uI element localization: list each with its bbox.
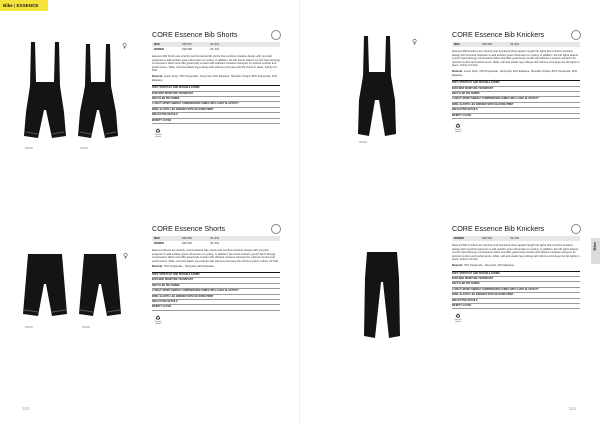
list-item: EFFICIENT MOISTURE TRANSPORT	[152, 92, 280, 97]
gender-cell: WOMEN	[154, 242, 164, 245]
product-title: CORE Essence Bib Knickers	[452, 30, 545, 39]
size-table	[152, 42, 280, 52]
female-symbol-icon: ♀	[123, 252, 129, 260]
material-text: Lower body: 76% Polyamide - Recycled, 22% Elastane. Shoulder Straps: 80% Polyamide, 20% Elastane	[152, 74, 278, 82]
material-text: 76% Polyamide - Recycled, 22% Elastane	[163, 265, 215, 269]
product-description: Essence Bib Shorts are stretchy and functional bib shorts that combine timeless design with recycled polyester to add another green dimension to cycling. In addition, the bib shorts feature Lycra® Sport Energy compression fabric and offer great body contact with sufficient moisture transport for optimal comfort and performance. Wide, soft and elastic leg endings with silicone print keep the bib shorts in place. Infinity C3 Pad	[152, 55, 280, 73]
product-images	[22, 40, 130, 145]
list-item: INFINITY C3 PAD	[152, 119, 280, 124]
table-row	[152, 47, 280, 52]
product-description: Essence Bib Knickers are stretchy and functional three-quarter length bib tights that combine timeless design with recycled polyester to add another green dimension to cycling. In addition, the bib tights feature Lycra® Sport Energy compression fabric and offer great body contact and efficient moisture transport for optimal comfort and performance. Wide, soft and elastic leg endings with silicone print keep the bib tights in place. Infinity C3 Pad	[452, 244, 580, 262]
list-item: LYCRA® SPORT ENERGY COMPRESSION FABRIC WITH 4-WAY ELASTICITY	[152, 102, 280, 107]
size-table	[452, 42, 580, 47]
article-cell: 1907158	[480, 42, 508, 47]
list-item: RECYCLED POLYAMIDE	[452, 92, 580, 97]
list-item: REFLECTIVE DETAILS	[152, 300, 280, 305]
product-description: Essence Shorts are stretchy and functional bike shorts that combine timeless design with recycled polyester to add another green dimension to cycling. In addition, the shorts feature Lycra® Sport Energy compression fabric and offer great body contact with efficient moisture transport for optimal comfort and performance. Wide, soft and elastic leg endings with silicone print keep the shorts in place. Infinity C3 Pad	[152, 249, 278, 263]
material-label: Material:	[152, 74, 164, 78]
shorts-image-women	[78, 254, 122, 320]
list-item: REFLECTIVE DETAILS	[452, 108, 580, 113]
list-item: WIDE, ELASTIC LEG ENDINGS WITH SILICONE PRINT	[452, 293, 580, 298]
product-info	[152, 30, 280, 139]
table-row	[452, 236, 580, 241]
material-line	[152, 75, 280, 82]
feature-list	[152, 272, 280, 311]
list-item: RECYCLED POLYAMIDE	[452, 282, 580, 287]
feature-list	[452, 271, 580, 310]
product-info	[152, 224, 280, 326]
size-range-cell: XS–XXL	[508, 236, 580, 241]
article-cell: 1907154	[480, 236, 508, 241]
sku-label: 999000	[25, 326, 33, 329]
material-label: Material:	[452, 263, 464, 267]
size-range-cell: XS–XXL	[210, 242, 220, 245]
list-item: EFFICIENT MOISTURE TRANSPORT	[452, 87, 580, 92]
recycled-material-icon: ♻	[155, 314, 161, 322]
list-item: LYCRA® SPORT ENERGY COMPRESSION FABRIC WITH 4-WAY ELASTICITY	[152, 289, 280, 294]
list-item: SOFT, STRETCHY AND DURABLE FABRIC	[152, 86, 280, 91]
eco-badge	[452, 313, 464, 324]
product-images	[362, 252, 422, 342]
section-label: ESSENCE	[16, 3, 39, 8]
bib-knickers-image	[355, 36, 399, 140]
gender-cell: WOMEN	[154, 48, 164, 51]
article-cell: 1907153	[182, 242, 192, 245]
material-label: Material:	[152, 265, 164, 269]
sku-label: 999000	[359, 141, 367, 144]
gender-cell: MEN	[152, 236, 180, 241]
female-symbol-icon: ♀	[412, 38, 418, 46]
product-title: CORE Essence Bib Shorts	[152, 30, 238, 39]
list-item: REFLECTIVE DETAILS	[452, 299, 580, 304]
eco-badge	[152, 128, 164, 139]
list-item: SOFT, STRETCHY AND DURABLE FABRIC	[452, 272, 580, 277]
new-badge	[271, 30, 281, 40]
recycled-material-icon: ♻	[455, 313, 461, 321]
eco-badge-text: Recycled material	[154, 135, 162, 138]
article-cell: 1907156	[180, 236, 208, 241]
shorts-image-front	[22, 254, 68, 320]
eco-badge-text: Recycled material	[154, 321, 162, 325]
table-row	[452, 42, 580, 47]
list-item: WIDE, ELASTIC LEG ENDINGS WITH SILICONE PRINT	[152, 108, 280, 113]
feature-list	[452, 80, 580, 119]
product-description: Essence Bib Knickers are stretchy and functional three-quarter length bib tights that combine timeless design with recycled polyester to add another green dimension to cycling. In addition, the bib tights feature Lycra® Sport Energy compression fabric and offer great body contact and efficient moisture transport for optimal comfort and performance. Wide, soft and elastic leg endings with silicone print keep the bib tights in place. Infinity C3 Pad	[452, 50, 580, 68]
material-text: Lower body: 76% Polyamide - Recycled, 22% Elastane. Shoulder Straps: 80% Polyamide, 20% Elastane	[452, 69, 578, 77]
bib-shorts-image-women	[76, 44, 120, 144]
list-item: LYCRA® SPORT ENERGY COMPRESSION FABRIC WITH 4-WAY ELASTICITY	[452, 97, 580, 102]
list-item: EFFICIENT MOISTURE TRANSPORT	[152, 278, 280, 283]
size-table	[152, 236, 280, 246]
gender-cell: MEN	[152, 42, 180, 47]
size-range-cell: XS–3XL	[508, 42, 580, 47]
sku-label: 999000	[82, 326, 90, 329]
material-text: 76% Polyamide - Recycled, 22% Elastane	[463, 263, 515, 267]
list-item: INFINITY C3 PAD	[452, 114, 580, 119]
list-item: SOFT, STRETCHY AND DURABLE FABRIC	[452, 81, 580, 86]
female-symbol-icon: ♀	[122, 42, 128, 50]
size-range-cell: XS–3XL	[208, 42, 280, 47]
eco-badge	[452, 123, 464, 134]
category-label: Bike	[3, 3, 13, 8]
product-title: CORE Essence Bib Knickers	[452, 224, 545, 233]
material-label: Material:	[452, 69, 464, 73]
list-item: RECYCLED POLYAMIDE	[152, 97, 280, 102]
new-badge	[571, 224, 581, 234]
eco-badge	[152, 315, 164, 326]
list-item: WIDE, ELASTIC LEG ENDINGS WITH SILICONE PRINT	[452, 103, 580, 108]
article-cell: 1907157	[180, 42, 208, 47]
list-item: WIDE, ELASTIC LEG ENDINGS WITH SILICONE PRINT	[152, 295, 280, 300]
bib-shorts-image-front	[22, 42, 68, 144]
page-number-right: 163	[568, 406, 576, 411]
list-item: INFINITY C3 PAD	[452, 304, 580, 309]
knickers-image	[362, 252, 402, 340]
product-images	[22, 252, 130, 322]
table-row	[152, 241, 280, 246]
product-title: CORE Essence Shorts	[152, 224, 226, 233]
new-badge	[571, 30, 581, 40]
product-info	[452, 224, 580, 324]
product-images	[355, 36, 425, 141]
list-item: SOFT, STRETCHY AND DURABLE FABRIC	[152, 273, 280, 278]
eco-badge-text: Recycled material	[454, 320, 462, 324]
list-item: LYCRA® SPORT ENERGY COMPRESSION FABRIC WITH 4-WAY ELASTICITY	[452, 288, 580, 293]
feature-list	[152, 85, 280, 124]
size-range-cell: XS–3XL	[208, 236, 280, 241]
recycled-material-icon: ♻	[155, 128, 161, 135]
material-line	[452, 264, 580, 268]
list-item: EFFICIENT MOISTURE TRANSPORT	[452, 277, 580, 282]
size-table	[452, 236, 580, 241]
side-tab	[591, 238, 600, 264]
article-cell: 1907158	[182, 48, 192, 51]
sku-label: 999000	[25, 147, 33, 150]
material-line	[452, 70, 580, 77]
new-badge	[271, 224, 281, 234]
material-line	[152, 265, 280, 269]
section-tab: Bike | ESSENCE	[0, 0, 48, 11]
page-number-left: 162	[22, 406, 30, 411]
product-info	[452, 30, 580, 134]
list-item: REFLECTIVE DETAILS	[152, 113, 280, 118]
gender-cell: WOMEN	[452, 236, 480, 241]
gender-cell: MEN	[452, 42, 480, 47]
size-range-cell: XS–XXL	[210, 48, 220, 51]
list-item: INFINITY C3 PAD	[152, 305, 280, 310]
recycled-material-icon: ♻	[455, 123, 461, 130]
page-fold	[299, 0, 300, 424]
sku-label: 999000	[80, 147, 88, 150]
eco-badge-text: Recycled material	[454, 130, 462, 133]
side-tab-label: Bike	[592, 242, 597, 251]
list-item: RECYCLED POLYAMIDE	[152, 284, 280, 289]
